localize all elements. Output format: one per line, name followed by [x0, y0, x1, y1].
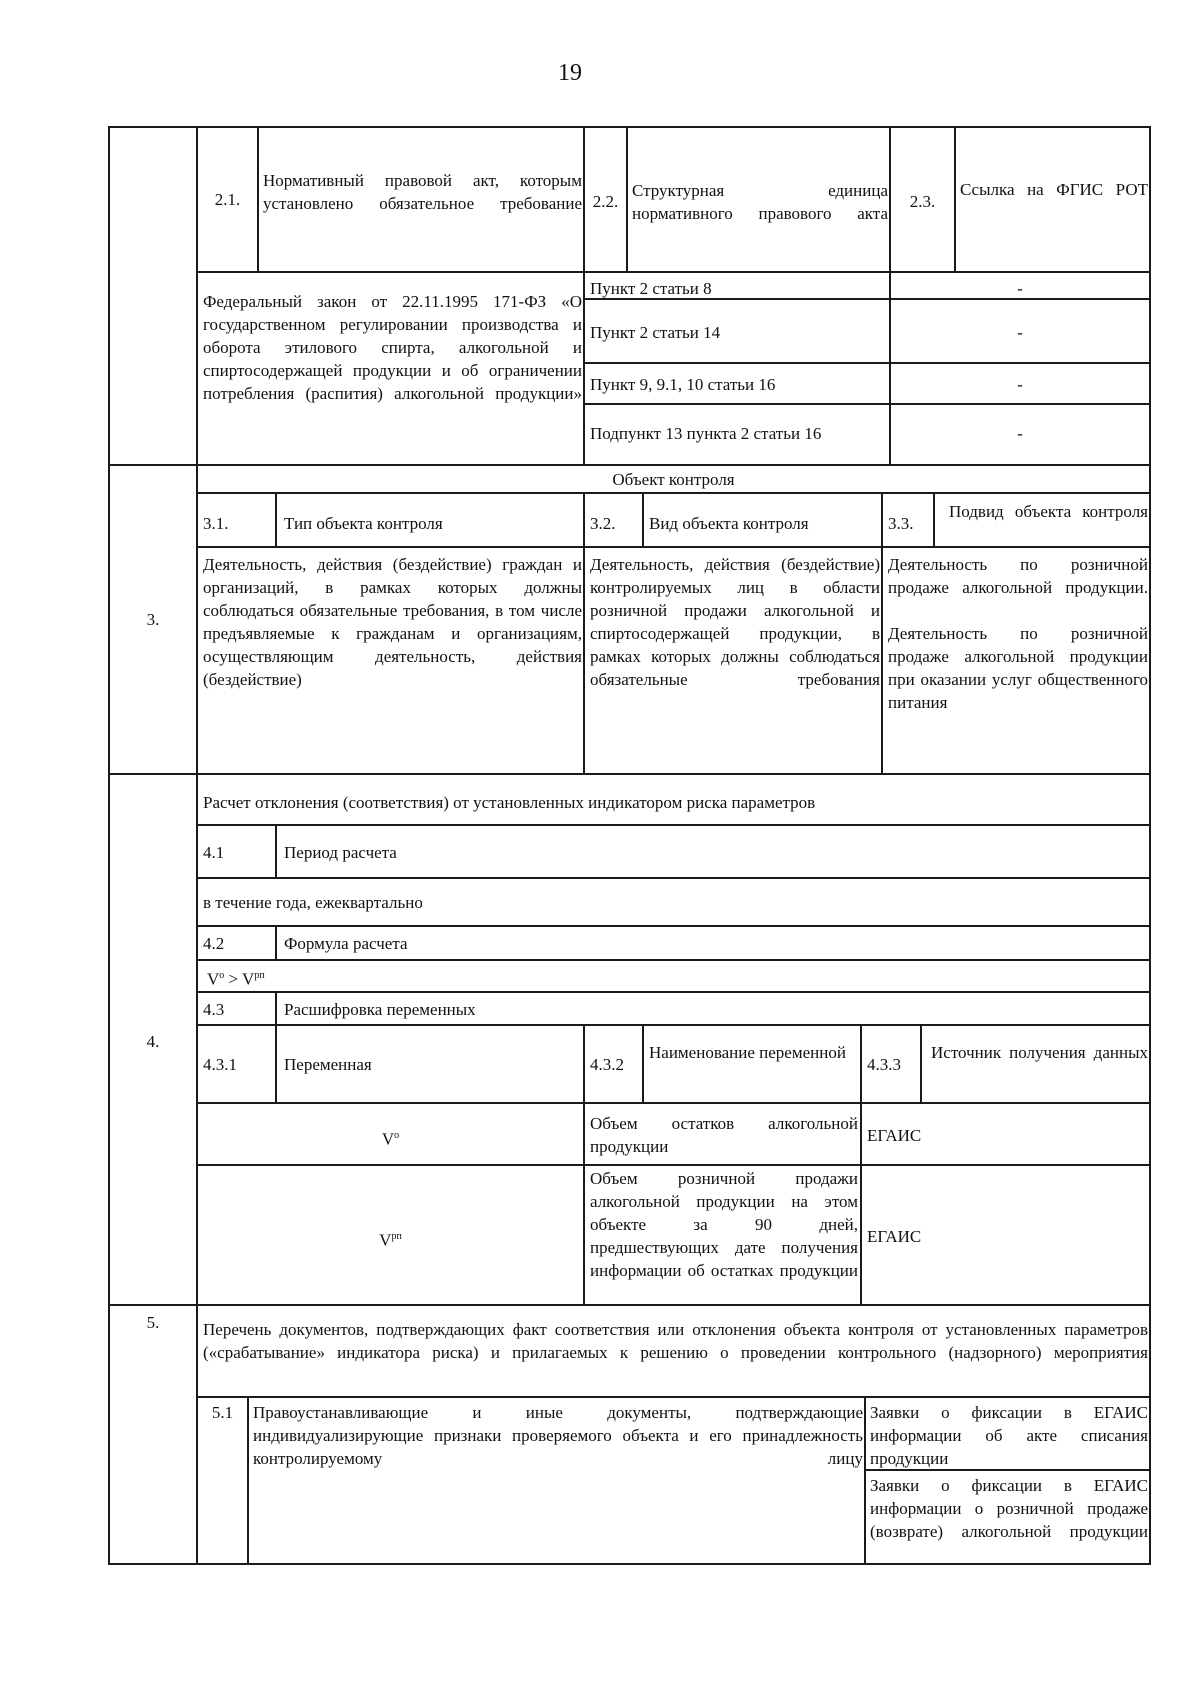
- calculation-formula: $V^o > V^{рп}$: [207, 969, 265, 989]
- object-subkind-text-1: Деятельность по розничной продаже алкогольной продукции.: [888, 555, 1148, 597]
- variable-name: Объем розничной продажи алкогольной продукции на этом объекте за 90 дней, предшествующих дате получения информации об остатках продукции: [590, 1169, 858, 1280]
- documents-title: Перечень документов, подтверждающих факт соответствия или отклонения объекта контроля от установленных параметров («срабатывание» индикатора риска) и прилагаемых к решению о проведении контрольного (надзорного) мероприятия: [203, 1320, 1148, 1362]
- section-4-number: 4.: [146, 1032, 160, 1051]
- header-2-1-label: Нормативный правовой акт, которым установлено обязательное требование: [263, 171, 582, 213]
- header-4-3-1-number: 4.3.1: [203, 1055, 237, 1074]
- unit-item: Пункт 2 статьи 8: [590, 279, 712, 298]
- ref-item: -: [1017, 424, 1023, 443]
- page-number: 19: [558, 60, 582, 86]
- section-5-number: 5.: [146, 1313, 160, 1332]
- unit-item: Подпункт 13 пункта 2 статьи 16: [590, 424, 822, 443]
- header-2-2-label: Структурная единица нормативного правового акта: [632, 181, 888, 223]
- header-3-3-label: Подвид объекта контроля: [949, 502, 1148, 521]
- object-type-text: Деятельность, действия (бездействие) граждан и организаций, в рамках которых должны соблюдаться обязательные требования, в том числе предъявляемые к гражданам и организациям, осуществляющим деятельность, действия (бездействие): [203, 555, 582, 689]
- variable-symbol: $V^o$: [381, 1129, 400, 1149]
- header-3-1-label: Тип объекта контроля: [284, 514, 443, 533]
- item-5-1-number: 5.1: [211, 1403, 234, 1422]
- header-4-3-2-label: Наименование переменной: [649, 1043, 846, 1062]
- object-kind-text: Деятельность, действия (бездействие) контролируемых лиц в области розничной продажи алкогольной и спиртосодержащей продукции, в рамках которых должны соблюдаться обязательные требования: [590, 555, 880, 689]
- item-4-1-label: Период расчета: [284, 843, 397, 862]
- header-3-2-number: 3.2.: [590, 514, 616, 533]
- item-5-1-text: Правоустанавливающие и иные документы, подтверждающие индивидуализирующие признаки проверяемого объекта и его принадлежность контролируемому лицу: [253, 1403, 863, 1468]
- variable-symbol: $V^{рп}$: [379, 1230, 402, 1250]
- object-subkind-text-2: Деятельность по розничной продаже алкогольной продукции при оказании услуг общественного питания: [888, 624, 1148, 712]
- unit-item: Пункт 2 статьи 14: [590, 323, 721, 342]
- item-4-1-number: 4.1: [203, 843, 225, 862]
- item-4-3-number: 4.3: [203, 1000, 225, 1019]
- unit-item: Пункт 9, 9.1, 10 статьи 16: [590, 375, 776, 394]
- ref-item: -: [1017, 375, 1023, 394]
- header-3-2-label: Вид объекта контроля: [649, 514, 809, 533]
- variable-source: ЕГАИС: [867, 1126, 922, 1145]
- header-4-3-2-number: 4.3.2: [590, 1055, 624, 1074]
- variable-source: ЕГАИС: [867, 1227, 922, 1246]
- header-4-3-3-number: 4.3.3: [867, 1055, 901, 1074]
- act-name: Федеральный закон от 22.11.1995 171-ФЗ «О государственном регулировании производства и оборота этилового спирта, алкогольной и спиртосодержащей продукции и об ограничении потребления (распития) алкогольной продукции»: [203, 292, 582, 403]
- document-item: Заявки о фиксации в ЕГАИС информации об акте списания продукции: [870, 1403, 1148, 1468]
- variable-name: Объем остатков алкогольной продукции: [590, 1114, 858, 1156]
- item-4-2-label: Формула расчета: [284, 934, 408, 953]
- control-object-title: Объект контроля: [612, 470, 735, 489]
- header-3-3-number: 3.3.: [888, 514, 914, 533]
- section-3-number: 3.: [146, 610, 160, 629]
- header-2-3-label: Ссылка на ФГИС РОТ: [960, 180, 1148, 199]
- header-2-1-number: 2.1.: [214, 190, 241, 209]
- header-4-3-1-label: Переменная: [284, 1055, 372, 1074]
- header-2-3-number: 2.3.: [909, 192, 936, 211]
- header-3-1-number: 3.1.: [203, 514, 229, 533]
- ref-item: -: [1017, 279, 1023, 298]
- calculation-title: Расчет отклонения (соответствия) от установленных индикатором риска параметров: [203, 793, 816, 812]
- header-4-3-3-label: Источник получения данных: [931, 1043, 1148, 1062]
- ref-item: -: [1017, 323, 1023, 342]
- item-4-3-label: Расшифровка переменных: [284, 1000, 476, 1019]
- document-item: Заявки о фиксации в ЕГАИС информации о розничной продаже (возврате) алкогольной продукции: [870, 1476, 1148, 1541]
- calculation-period: в течение года, ежеквартально: [203, 893, 423, 912]
- header-2-2-number: 2.2.: [592, 192, 619, 211]
- item-4-2-number: 4.2: [203, 934, 225, 953]
